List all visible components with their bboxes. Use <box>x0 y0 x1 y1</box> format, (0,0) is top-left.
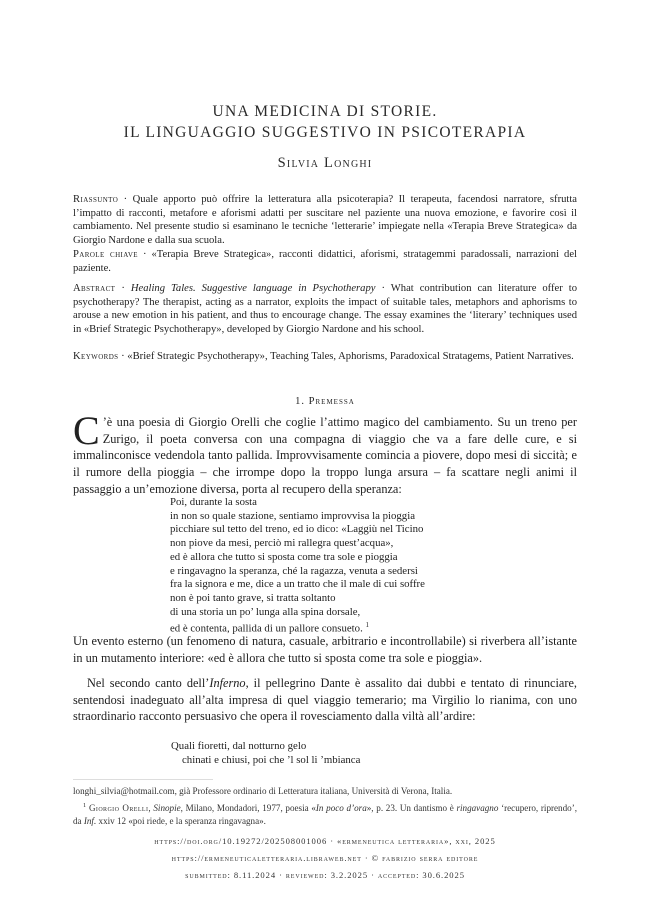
separator: · <box>115 283 131 294</box>
poem-line: in non so quale stazione, sentiamo improvvisa la pioggia <box>170 509 415 522</box>
author-note: longhi_silvia@hotmail.com, già Professore ordinario di Letteratura italiana, Università di Verona, Italia. <box>73 786 453 796</box>
keywords-block <box>73 350 577 364</box>
parole-chiave-text: «Terapia Breve Strategica», racconti didattici, aforismi, stratagemmi paradossali, narrazioni del paziente. <box>73 249 577 274</box>
footnote-divider <box>73 779 213 780</box>
footnote-word: ringavagno <box>456 803 499 814</box>
paragraph-1 <box>73 408 577 498</box>
article-title <box>73 101 577 143</box>
paragraph-3-text: Nel secondo canto dell’ <box>87 676 210 690</box>
footnote-poem: In poco d’ora <box>315 803 367 814</box>
abstract-label: Abstract <box>73 283 116 294</box>
author-name: Silvia Longhi <box>277 155 373 171</box>
footer-doi-line: https://doi.org/10.19272/202508001006 · «ermeneutica letteraria», xxi, 2025 <box>154 836 496 846</box>
paragraph-3-text-cont: , il pellegrino Dante è assalito dai dubbi e tentato di rinunciare, sentendosi inadeguato all’alta impresa di quel viaggio temerario; ma Virgilio lo rianima, con uno straordinario racconto persuasivo che opera il rovesciamento dalla viltà all’ardire: <box>73 676 577 724</box>
poem-line: chinati e chiusi, poi che ’l sol li ’mbianca <box>182 753 361 766</box>
footnote-reference[interactable]: 1 <box>365 621 369 630</box>
poem-quote-dante <box>171 740 571 767</box>
drop-cap: C <box>73 408 100 453</box>
poem-line: Quali fioretti, dal notturno gelo <box>171 740 307 752</box>
footnote-text: ‘recupero, riprendo’, da <box>73 803 578 826</box>
riassunto-label: Riassunto <box>73 194 119 205</box>
separator: · <box>375 283 391 294</box>
footnote-1 <box>73 800 577 827</box>
separator: , <box>148 803 154 814</box>
poem-line: e ringavagno la speranza, ché la ragazza, venuta a sedersi <box>170 564 418 577</box>
parole-chiave-label: Parole chiave <box>73 249 138 260</box>
riassunto-text: Quale apporto può offrire la letteratura alla psicoterapia? Il terapeuta, facendosi narratore, sfrutta l’impatto di racconti, metafore e aforismi adatti per suscitare nel paziente una nuova emozione, e favorire così il cambiamento. Nel presente studio si esaminano le tecniche ‘letterarie’ impiegate nella «Terapia Breve Strategica» da Giorgio Nardone e dalla sua scuola. <box>73 194 577 246</box>
poem-line: fra la signora e me, dice a un tratto che il male di cui soffre <box>170 578 425 591</box>
footnote-ref: Inf. <box>83 815 97 826</box>
abstract-title: Healing Tales. Suggestive language in Psychotherapy <box>130 283 376 294</box>
abstract-block <box>73 282 577 336</box>
paragraph-3 <box>73 675 577 725</box>
keywords-text: «Brief Strategic Psychotherapy», Teaching Tales, Aphorisms, Paradoxical Stratagems, Patient Narratives. <box>127 351 574 362</box>
footnote-text: , Milano, Mondadori, 1977, poesia « <box>180 803 316 814</box>
parole-chiave-block <box>73 248 577 275</box>
footer-dates-line: submitted: 8.11.2024 · reviewed: 3.2.2025 · accepted: 30.6.2025 <box>185 870 465 880</box>
poem-line-text: ed è contenta, pallida di un pallore consueto. <box>170 622 363 635</box>
poem-line: di una storia un po’ lunga alla spina dorsale, <box>170 605 361 618</box>
poem-line: ed è allora che tutto si sposta come tra sole e pioggia <box>170 550 398 563</box>
footer-website-line: https://ermeneuticaletteraria.libraweb.net · © fabrizio serra editore <box>171 853 479 863</box>
footnote-book: Sinopie <box>153 803 181 814</box>
footnote-mark: 1 <box>83 802 87 809</box>
footnote-text: xxiv 12 «poi riede, e la speranza ringavagna». <box>96 815 266 826</box>
work-title: Inferno <box>209 676 246 690</box>
footnote-author: Giorgio Orelli <box>88 803 149 814</box>
separator: · <box>118 351 128 362</box>
abstract-text: What contribution can literature offer to psychotherapy? The therapist, acting as a narrator, exploits the impact of suitable tales, metaphors and aphorisms to arouse a new emotion in his patient, and thus to encourage change. The essay examines the ‘literary’ techniques used in «Brief Strategic Psychotherapy», developed by Giorgio Nardone and his school. <box>73 283 577 335</box>
poem-line: Poi, durante la sosta <box>170 496 257 508</box>
separator: · <box>137 249 152 260</box>
title-line-2: IL LINGUAGGIO SUGGESTIVO IN PSICOTERAPIA <box>123 124 527 141</box>
poem-line: non piove da mesi, perciò mi rallegra quest’acqua», <box>170 537 394 550</box>
poem-line: picchiare sul tetto del treno, ed io dico: «Laggiù nel Ticino <box>170 523 424 536</box>
poem-line: non è poi tanto grave, si tratta soltanto <box>170 591 336 604</box>
paragraph-1-text: ’è una poesia di Giorgio Orelli che coglie l’attimo magico del cambiamento. Su un treno per Zurigo, il poeta conversa con una compagna di viaggio che va a fare delle cure, e si immalinconisce vedendola tanto pallida. Improvvisamente comincia a piovere, dopo mesi di siccità; e il rumore della pioggia – che irrompe dopo la troppo lunga arsura – fa scattare negli animi il passaggio a un’emozione diversa, porta al recupero della speranza: <box>73 415 577 496</box>
keywords-label: Keywords <box>73 351 119 362</box>
riassunto-block <box>73 193 577 247</box>
footnote-text: », p. 23. Un dantismo è <box>366 803 457 814</box>
title-line-1: UNA MEDICINA DI STORIE. <box>212 103 438 120</box>
separator: · <box>118 194 133 205</box>
poem-quote-orelli <box>170 496 570 637</box>
section-heading: 1. Premessa <box>295 396 355 407</box>
paragraph-2: Un evento esterno (un fenomeno di natura, casuale, arbitrario e incontrollabile) si riverbera all’istante in un mutamento interiore: «ed è allora che tutto si sposta come tra sole e pioggia». <box>73 634 577 665</box>
